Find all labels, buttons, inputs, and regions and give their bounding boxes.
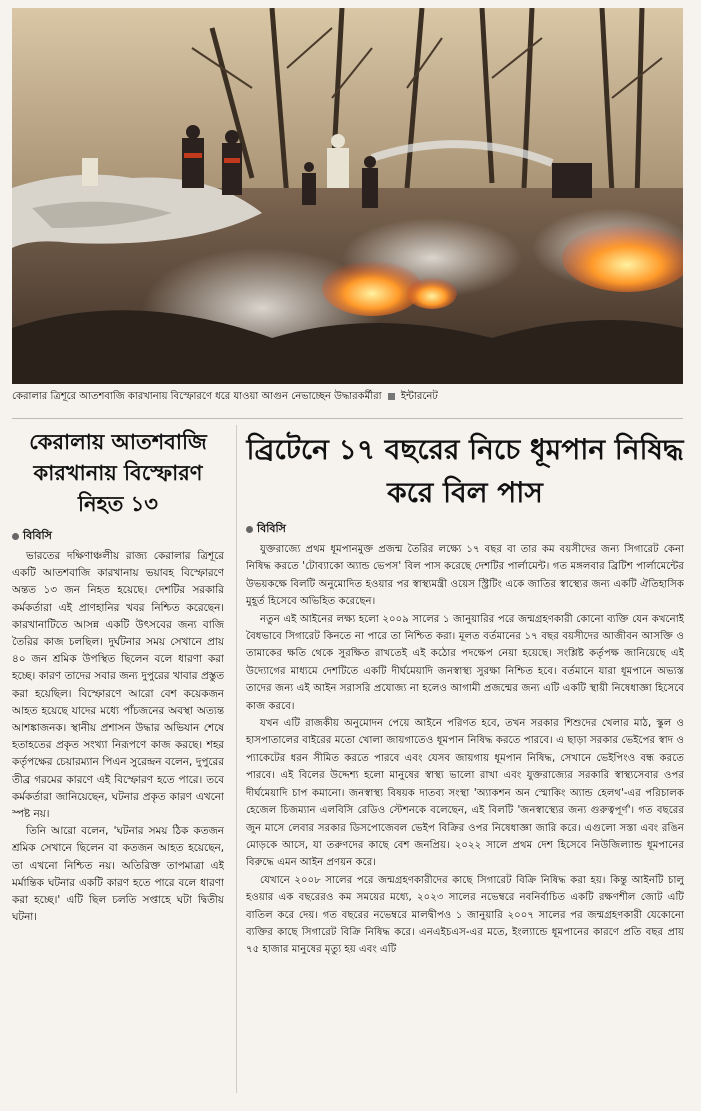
paragraph: ভারতের দক্ষিণাঞ্চলীয় রাজ্য কেরালার ত্রিশূরে একটি আতশবাজি কারখানায় ভয়াবহ বিস্ফোরণে অন্তত ১৩ জন নিহত হয়েছে। দেশটির সরকারি কর্মকর্তারা এই প্রাণহানির খবর নিশ্চিত করেছেন। কারখানাটিতে আসন্ন একটি উৎসবের জন্য বাজি তৈরির কাজ চলছিল। দুর্ঘটনার সময় সেখানে প্রায় ৪০ জন শ্রমিক উপস্থিত ছিলেন বলে ধারণা করা হচ্ছে। কারণ তাদের সবার জন্য দুপুরের খাবার প্রস্তুত করা হয়েছিল। বিস্ফোরণে আরো বেশ কয়েকজন আহত হয়েছে যাদের মধ্যে পাঁচজনের অবস্থা অত্যন্ত আশঙ্কাজনক। স্থানীয় প্রশাসন উদ্ধার অভিযান শেষে হতাহতের প্রকৃত সংখ্যা নিরূপণে কাজ করছে। শহর কর্তৃপক্ষের চেয়ারম্যান পিএন সুরেন্দ্রন বলেন, দুপুরের তীব্র গরমের কারণে এই বিস্ফোরণ হতে পারে। তবে কর্মকর্তারা জানিয়েছেন, ঘটনার প্রকৃত কারণ এখনো স্পষ্ট নয়। bbox=[12, 550, 224, 821]
article-britain bbox=[246, 426, 684, 1111]
news-photo-fire-rescue bbox=[12, 8, 683, 384]
photo-caption-text: কেরালার ত্রিশূরে আতশবাজি কারখানায় বিস্ফোরণে ধরে যাওয়া আগুন নেভাচ্ছেন উদ্ধারকর্মীরা bbox=[12, 391, 382, 402]
paragraph: নতুন এই আইনের লক্ষ্য হলো ২০০৯ সালের ১ জানুয়ারির পরে জন্মগ্রহণকারী কোনো ব্যক্তি যেন কখনোই বৈধভাবে সিগারেট কিনতে না পারে তা নিশ্চিত করা। মূলত বর্তমানের ১৭ বছর বয়সীদের আজীবন আসক্তি ও তামাকের ক্ষতি থেকে সুরক্ষিত রাখতেই এই কঠোর পদক্ষেপ নেয়া হয়েছে। সংশ্লিষ্ট কর্তৃপক্ষ জানিয়েছে এই উদ্যোগের মাধ্যমে দেশটিতে একটি দীর্ঘমেয়াদি জনস্বাস্থ্য সুরক্ষা নিশ্চিত হবে। বর্তমানে যারা ধূমপানে অভ্যস্ত তাদের জন্য এই আইন সরাসরি প্রযোজ্য না হলেও আগামী প্রজন্মের জন্য এটি একটি স্থায়ী নিষেধাজ্ঞা হিসেবে কাজ করবে। bbox=[246, 613, 684, 712]
paragraph: যখন এটি রাজকীয় অনুমোদন পেয়ে আইনে পরিণত হবে, তখন সরকার শিশুদের খেলার মাঠ, স্কুল ও হাসপাতালের বাইরের মতো খোলা জায়গাতেও ধূমপান নিষিদ্ধ করতে পারবে। এ ছাড়া সরকার ভেইপের স্বাদ ও প্যাকেটের ধরন সীমিত করতে পারবে এবং যেসব জায়গায় ধূমপান নিষিদ্ধ, সেখানে ভেইপিংও বন্ধ করতে পারবে। এই বিলের উদ্দেশ্য হলো মানুষের স্বাস্থ্য ভালো রাখা এবং যুক্তরাজ্যের সরকারি স্বাস্থ্যসেবার ওপর দীর্ঘমেয়াদি চাপ কমানো। জনস্বাস্থ্য বিষয়ক দাতব্য সংস্থা 'অ্যাকশন অন স্মোকিং অ্যান্ড হেলথ'-এর পরিচালক হেজেল চিজম্যান এলবিসি রেডিও স্টেশনকে বলেছেন, এই বিলটি 'জনস্বাস্থ্যের জন্য গুরুত্বপূর্ণ'। গত বছরের জুন মাসে লেবার সরকার ডিসপোজেবল ভেইপ বিক্রির ওপর নিষেধাজ্ঞা জারি করে। এগুলো সস্তা এবং রঙিন মোড়কে আসে, যা তরুণদের কাছে বেশ জনপ্রিয়। ২০২২ সালে প্রথম দেশ হিসেবে নিউজিল্যান্ড ধূমপানের বিরুদ্ধে এমন আইন প্রণয়ন করে। bbox=[246, 718, 684, 869]
headline-kerala: কেরালায় আতশবাজি কারখানায় বিস্ফোরণ নিহত ১৩ bbox=[29, 429, 207, 516]
square-bullet-icon bbox=[388, 393, 395, 400]
horizontal-divider bbox=[12, 418, 683, 419]
byline-kerala-text: বিবিসি bbox=[23, 529, 52, 542]
byline-britain-text: বিবিসি bbox=[257, 522, 286, 535]
paragraph: তিনি আরো বলেন, 'ঘটনার সময় ঠিক কতজন শ্রমিক সেখানে ছিলেন বা কতজন আহত হয়েছেন, তা এখনো নিশ্চিত নয়। অতিরিক্ত তাপমাত্রা এই মর্মান্তিক ঘটনার একটি কারণ হতে পারে বলে ধারণা করা হচ্ছে।' এটি ছিল চলতি সপ্তাহে ঘটা দ্বিতীয় ঘটনা। bbox=[12, 825, 224, 924]
photo-credit: ইন্টারনেট bbox=[400, 391, 438, 402]
photo-caption bbox=[12, 390, 683, 404]
bullet-dot-icon bbox=[12, 533, 19, 540]
headline-britain: ব্রিটেনে ১৭ বছরের নিচে ধূমপান নিষিদ্ধ করে বিল পাস bbox=[246, 433, 684, 509]
article-body-britain bbox=[246, 541, 684, 1111]
bullet-dot-icon bbox=[246, 526, 253, 533]
byline-kerala bbox=[12, 527, 224, 546]
column-divider bbox=[236, 425, 237, 1093]
paragraph: যুক্তরাজ্যে প্রথম ধূমপানমুক্ত প্রজন্ম তৈরির লক্ষ্যে ১৭ বছর বা তার কম বয়সীদের জন্য সিগারেট কেনা নিষিদ্ধ করতে 'টোব্যাকো অ্যান্ড ভেপস' বিল পাস করেছে দেশটির পার্লামেন্ট। গত মঙ্গলবার ব্রিটিশ পার্লামেন্টের উভয়কক্ষে বিলটি অনুমোদিত হওয়ার পর স্বাস্থ্যমন্ত্রী ওয়েস স্ট্রিটিং একে জাতির স্বাস্থ্যের জন্য একটি ঐতিহাসিক মুহূর্ত হিসেবে অভিহিত করেছেন। bbox=[246, 544, 684, 608]
article-kerala bbox=[12, 426, 224, 1096]
paragraph: যেখানে ২০০৮ সালের পরে জন্মগ্রহণকারীদের কাছে সিগারেট বিক্রি নিষিদ্ধ করা হয়। কিন্তু আইনটি চালু হওয়ার এক বছরেরও কম সময়ের মধ্যে, ২০২৩ সালের নভেম্বরে নবনির্বাচিত একটি রক্ষণশীল জোট এটি বাতিল করে দেয়। গত বছরের নভেম্বরে মালদ্বীপও ১ জানুয়ারি ২০০৭ সালের পর জন্মগ্রহণকারী যেকোনো ব্যক্তির কাছে সিগারেট বিক্রি নিষিদ্ধ করে। এনএইচএস-এর মতে, ইংল্যান্ডে ধূমপানের কারণে প্রতি বছর প্রায় ৭৫ হাজার মানুষের মৃত্যু হয় এবং এটি bbox=[246, 874, 684, 956]
article-body-kerala bbox=[12, 548, 224, 1096]
fire-scene-illustration bbox=[12, 8, 683, 384]
byline-britain bbox=[246, 520, 684, 539]
